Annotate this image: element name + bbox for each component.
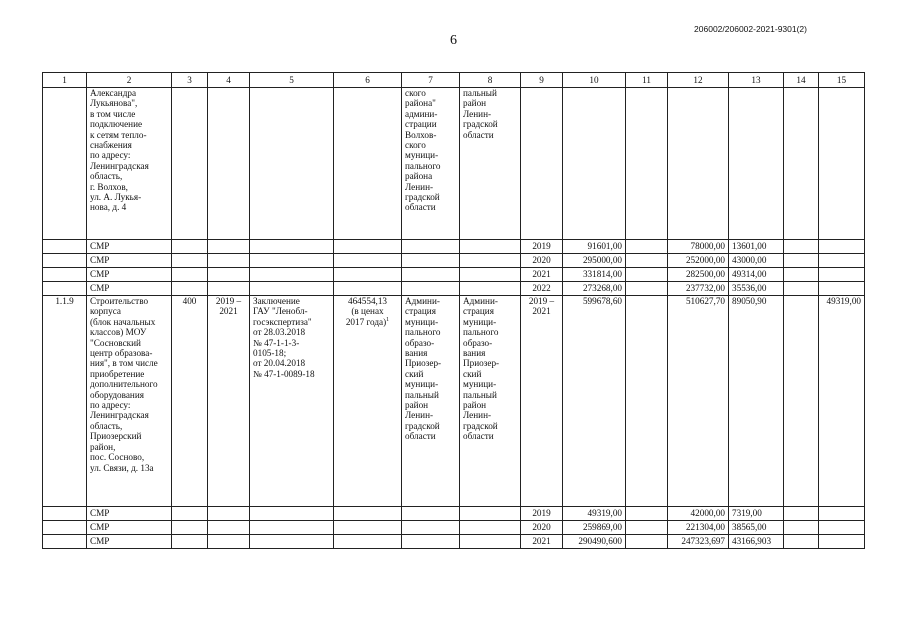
column-header: 4: [208, 73, 250, 88]
total: 273268,00: [563, 282, 626, 296]
table-row: [43, 535, 865, 549]
year: 2020: [521, 521, 563, 535]
local-budget: 38565,00: [729, 521, 784, 535]
year: 2022: [521, 282, 563, 296]
column-header: 10: [563, 73, 626, 88]
work-type: СМР: [87, 282, 172, 296]
column-header: 12: [668, 73, 729, 88]
municipality-cell: Админи- страция муници- пального образо- вания Приозер- ский муници- пальный район Ленин- градской области: [460, 296, 521, 507]
column-header: 2: [87, 73, 172, 88]
local-budget: 35536,00: [729, 282, 784, 296]
column-header: 15: [819, 73, 865, 88]
regional-budget: 237732,00: [668, 282, 729, 296]
table-row: [43, 282, 865, 296]
client-cell: ского района" админи- страции Волхов- ского муници- пального района Ленин- градской области: [402, 88, 460, 240]
col15-value: 49319,00: [819, 296, 865, 507]
table-row: [43, 88, 865, 240]
investment-table: [42, 72, 865, 549]
work-type: СМР: [87, 521, 172, 535]
column-number-row: [43, 73, 865, 88]
work-type: СМР: [87, 268, 172, 282]
local-budget: 43000,00: [729, 254, 784, 268]
table-row: [43, 521, 865, 535]
item-number: 1.1.9: [43, 296, 87, 507]
total: 91601,00: [563, 240, 626, 254]
work-type: СМР: [87, 240, 172, 254]
column-header: 9: [521, 73, 563, 88]
regional-budget: 510627,70: [668, 296, 729, 507]
regional-budget: 42000,00: [668, 507, 729, 521]
table-row: [43, 296, 865, 507]
table-row: [43, 268, 865, 282]
municipality-cell: пальный район Ленин- градской области: [460, 88, 521, 240]
total: 295000,00: [563, 254, 626, 268]
expertise-conclusion: Заключение ГАУ "Ленобл- госэкспертиза" от 28.03.2018 № 47-1-1-3- 0105-18; от 20.04.2018 № 47-1-0089-18: [250, 296, 334, 507]
year: 2019: [521, 507, 563, 521]
column-header: 14: [784, 73, 819, 88]
total: 49319,00: [563, 507, 626, 521]
local-budget: 89050,90: [729, 296, 784, 507]
column-header: 8: [460, 73, 521, 88]
local-budget: 49314,00: [729, 268, 784, 282]
table-row: [43, 507, 865, 521]
page-number: 6: [450, 33, 457, 48]
object-name: Александра Лукьянова", в том числе подключение к сетям тепло- снабжения по адресу: Ленинградская область, г. Волхов, ул. А. Лукья- нова, д. 4: [87, 88, 172, 240]
regional-budget: 221304,00: [668, 521, 729, 535]
column-header: 13: [729, 73, 784, 88]
local-budget: 13601,00: [729, 240, 784, 254]
year: 2019: [521, 240, 563, 254]
table-row: [43, 254, 865, 268]
construction-period: 2019 – 2021: [208, 296, 250, 507]
footnote-mark: 1: [386, 316, 390, 323]
regional-budget: 282500,00: [668, 268, 729, 282]
column-header: 5: [250, 73, 334, 88]
regional-budget: 247323,697: [668, 535, 729, 549]
work-type: СМР: [87, 254, 172, 268]
year: 2021: [521, 535, 563, 549]
capacity: 400: [172, 296, 208, 507]
total: 290490,600: [563, 535, 626, 549]
total: 599678,60: [563, 296, 626, 507]
work-type: СМР: [87, 535, 172, 549]
column-header: 7: [402, 73, 460, 88]
local-budget: 43166,903: [729, 535, 784, 549]
total: 331814,00: [563, 268, 626, 282]
client-cell: Админи- страция муници- пального образо- вания Приозер- ский муници- пальный район Ленин- градской области: [402, 296, 460, 507]
table-row: [43, 240, 865, 254]
document-id: 206002/206002-2021-9301(2): [694, 24, 807, 34]
column-header: 1: [43, 73, 87, 88]
regional-budget: 252000,00: [668, 254, 729, 268]
regional-budget: 78000,00: [668, 240, 729, 254]
estimated-cost: [334, 296, 402, 507]
local-budget: 7319,00: [729, 507, 784, 521]
year: 2020: [521, 254, 563, 268]
year: 2021: [521, 268, 563, 282]
column-header: 6: [334, 73, 402, 88]
object-name: Строительство корпуса (блок начальных классов) МОУ "Сосновский центр образова- ния", в том числе приобретение дополнительного оборудования по адресу: Ленинградская область, Приозерский район, пос. Сосново, ул. Связи, д. 13а: [87, 296, 172, 507]
work-type: СМР: [87, 507, 172, 521]
years: 2019 – 2021: [521, 296, 563, 507]
column-header: 3: [172, 73, 208, 88]
total: 259869,00: [563, 521, 626, 535]
estimated-cost-value: 464554,13 (в ценах 2017 года): [345, 296, 388, 327]
column-header: 11: [626, 73, 668, 88]
